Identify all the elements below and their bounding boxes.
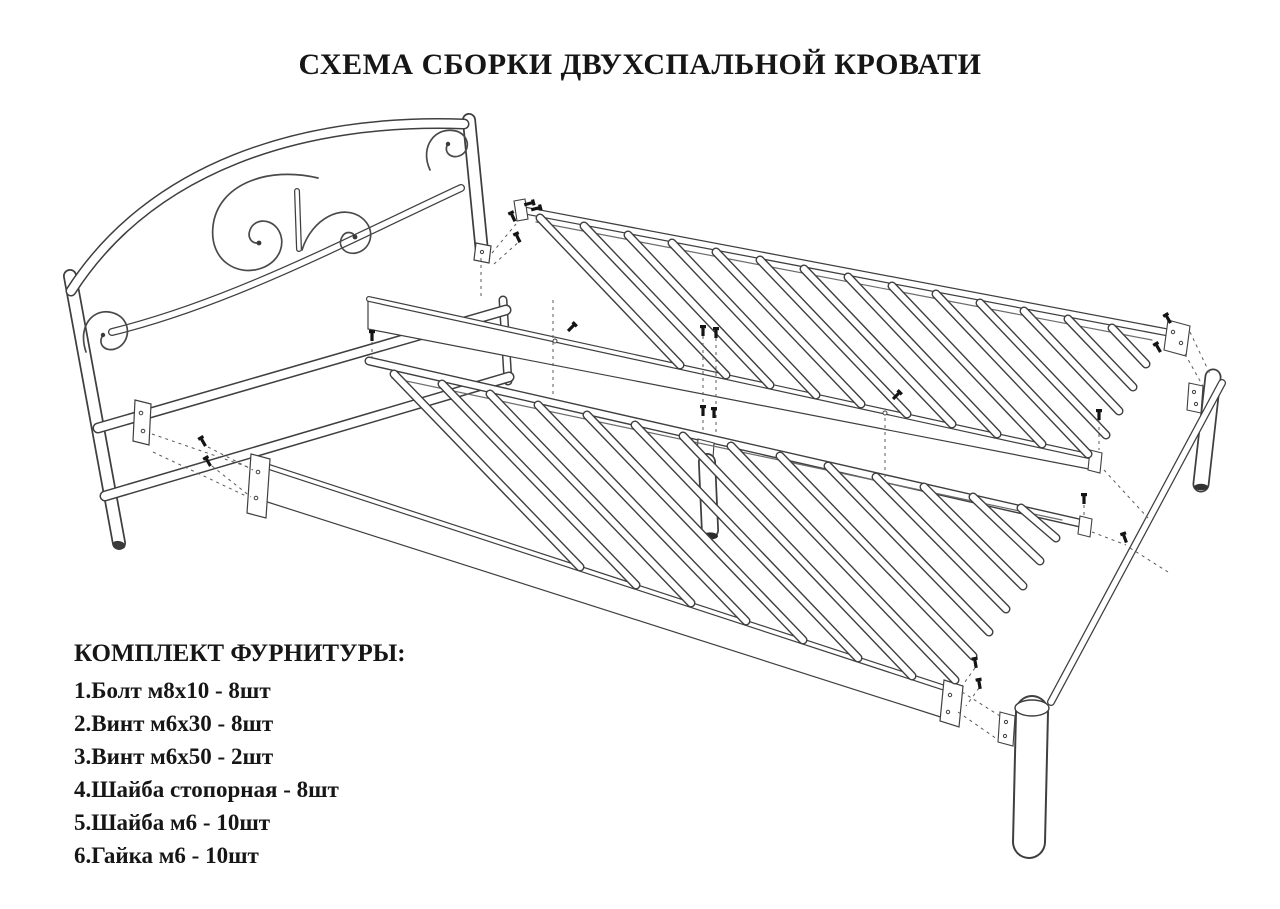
center-rail-end-cap (1078, 516, 1092, 537)
foot-rail (1051, 383, 1222, 702)
bolt-icon (369, 330, 375, 341)
parts-list-item: 1.Болт м8х10 - 8шт (74, 678, 271, 703)
bolt-icon (513, 231, 523, 244)
foot-near-leg-bracket (998, 712, 1015, 746)
parts-list-item: 2.Винт м6х30 - 8шт (74, 711, 274, 736)
back-rail-left-endplate (514, 199, 528, 221)
scroll-corner-right (427, 130, 468, 170)
parts-list-item: 6.Гайка м6 - 10шт (74, 843, 259, 868)
headboard-left-post (70, 276, 126, 550)
bolt-icon (1081, 493, 1087, 504)
front-rail-left-endplate (247, 454, 270, 518)
bolt-icon (197, 435, 208, 448)
parts-list (74, 640, 504, 872)
right-post-bracket (474, 243, 491, 263)
foot-near-leg (998, 700, 1049, 842)
scroll-large (213, 174, 318, 270)
parts-list-item: 5.Шайба м6 - 10шт (74, 810, 271, 835)
parts-list-item: 4.Шайба стопорная - 8шт (74, 777, 339, 802)
bolt-icon (1120, 531, 1129, 543)
bolt-icon (971, 657, 979, 669)
parts-list-header: КОМПЛЕКТ ФУРНИТУРЫ: (74, 640, 406, 667)
bolt-icon (700, 405, 706, 416)
front-rail-right-endplate (940, 680, 963, 727)
foot-far-leg-bracket (1187, 383, 1203, 413)
headboard-center-stem-fill (297, 191, 299, 249)
left-leg-bracket (133, 400, 151, 445)
bolt-icon (1152, 341, 1163, 354)
parts-list-item: 3.Винт м6х50 - 2шт (74, 744, 274, 769)
back-rail-right-endplate (1164, 320, 1190, 356)
bolt-icon (566, 321, 578, 333)
bolt-icon (1096, 409, 1102, 420)
foot-far-leg-cap (1194, 484, 1208, 490)
foot-near-leg-top (1015, 700, 1049, 716)
bolt-icon (975, 678, 983, 690)
bolt-icon (700, 325, 706, 336)
page-title: СХЕМА СБОРКИ ДВУХСПАЛЬНОЙ КРОВАТИ (298, 48, 982, 81)
